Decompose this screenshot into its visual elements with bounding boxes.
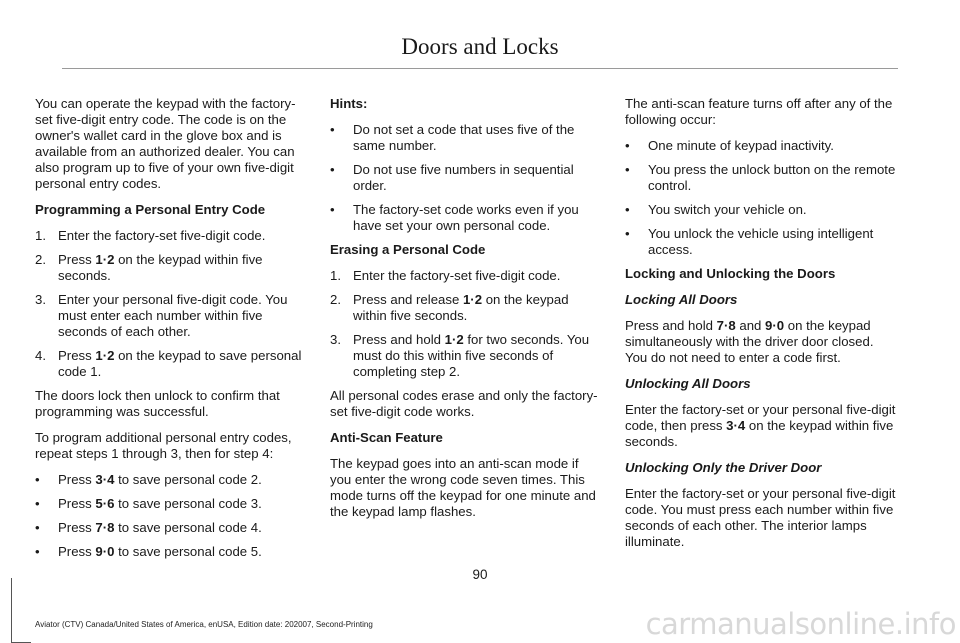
programming-step [35, 348, 307, 380]
bullet-icon: • [35, 496, 40, 511]
unlocking-all-paragraph [625, 402, 897, 450]
key-label: 9·0 [95, 544, 115, 559]
item-text: to save personal code 4. [114, 520, 262, 535]
paragraph-text: on the keypad within five seconds. [625, 418, 894, 449]
bullet-icon: • [625, 202, 630, 217]
step-number: 2. [35, 252, 46, 267]
item-text: Press [58, 544, 96, 559]
keypad-intro-paragraph: You can operate the keypad with the factory-set five-digit entry code. The code is on the owner's wallet card in the glove box and is available from an authorized dealer. You can also program up to five of your own five-digit personal entry codes. [35, 96, 296, 191]
step-number: 1. [35, 228, 46, 243]
confirm-paragraph: The doors lock then unlock to confirm that programming was successful. [35, 388, 280, 419]
programming-step [35, 252, 307, 284]
edition-footer: Aviator (CTV) Canada/United States of America, enUSA, Edition date: 202007, Second-Printing [35, 620, 373, 629]
hints-heading: Hints: [330, 96, 368, 111]
locking-all-paragraph [625, 318, 897, 366]
list-item [625, 226, 897, 258]
key-label: 1·2 [462, 292, 483, 307]
key-label: 1·2 [95, 252, 115, 267]
programming-step [35, 228, 307, 244]
hint-text: The factory-set code works even if you have set your own personal code. [353, 202, 579, 233]
bullet-icon: • [35, 520, 40, 535]
step-number: 4. [35, 348, 46, 363]
key-label: 3·4 [726, 418, 746, 433]
step-text: Press [58, 252, 96, 267]
paragraph-text: and [735, 318, 766, 333]
bullet-icon: • [35, 544, 40, 559]
paragraph-text: Enter the factory-set or your personal five-digit code, then press [625, 402, 896, 433]
antiscan-off-intro: The anti-scan feature turns off after any of the following occur: [625, 96, 893, 127]
antiscan-heading: Anti-Scan Feature [330, 430, 443, 445]
locking-unlocking-heading: Locking and Unlocking the Doors [625, 266, 836, 281]
item-text: Press [58, 496, 96, 511]
column-3 [625, 96, 897, 560]
item-text: Press [58, 520, 96, 535]
bullet-icon: • [625, 162, 630, 177]
page-section-title: Doors and Locks [401, 34, 559, 59]
item-text: You press the unlock button on the remote control. [648, 162, 896, 193]
key-label: 5·6 [95, 496, 115, 511]
step-text: for two seconds. You must do this within five seconds of completing step 2. [353, 332, 590, 379]
list-item [625, 202, 897, 218]
unlocking-driver-paragraph: Enter the factory-set or your personal five-digit code. You must press each number within five seconds of each other. The interior lamps illuminate. [625, 486, 896, 549]
list-item [625, 138, 897, 154]
list-item [35, 472, 307, 488]
erase-result-paragraph: All personal codes erase and only the factory-set five-digit code works. [330, 388, 598, 419]
column-2 [330, 96, 602, 530]
bullet-icon: • [330, 122, 335, 137]
step-text: Enter the factory-set five-digit code. [58, 228, 266, 243]
step-text: on the keypad within five seconds. [58, 252, 263, 283]
watermark: carmanualsonline.info [645, 607, 956, 641]
list-item [625, 162, 897, 194]
step-number: 3. [330, 332, 341, 347]
hint-text: Do not set a code that uses five of the same number. [353, 122, 575, 153]
item-text: One minute of keypad inactivity. [648, 138, 834, 153]
erasing-heading: Erasing a Personal Code [330, 242, 486, 257]
key-label: 1·2 [95, 348, 115, 363]
header-divider [62, 68, 898, 69]
step-text: Enter your personal five-digit code. You must enter each number within five seconds of each other. [58, 292, 288, 339]
erase-step [330, 268, 602, 284]
item-text: Press [58, 472, 96, 487]
paragraph-text: Press and hold [625, 318, 717, 333]
programming-step [35, 292, 307, 340]
key-label: 1·2 [444, 332, 464, 347]
list-item [330, 122, 602, 154]
key-label: 7·8 [95, 520, 115, 535]
bullet-icon: • [35, 472, 40, 487]
step-text: on the keypad to save personal code 1. [58, 348, 302, 379]
locking-all-heading: Locking All Doors [625, 292, 738, 307]
antiscan-paragraph: The keypad goes into an anti-scan mode if you enter the wrong code seven times. This mode turns off the keypad for one minute and the keypad lamp flashes. [330, 456, 596, 519]
key-label: 9·0 [765, 318, 785, 333]
key-label: 7·8 [716, 318, 736, 333]
page-number: 90 [472, 567, 488, 582]
step-text: Press and hold [353, 332, 445, 347]
bullet-icon: • [625, 138, 630, 153]
item-text: You switch your vehicle on. [648, 202, 807, 217]
step-text: Press and release [353, 292, 463, 307]
crop-mark [11, 578, 12, 643]
step-number: 3. [35, 292, 46, 307]
erase-step [330, 332, 602, 380]
item-text: to save personal code 2. [114, 472, 262, 487]
list-item [35, 544, 307, 560]
programming-heading: Programming a Personal Entry Code [35, 202, 266, 217]
item-text: to save personal code 3. [114, 496, 262, 511]
bullet-icon: • [625, 226, 630, 241]
step-text: on the keypad within five seconds. [353, 292, 569, 323]
unlocking-all-heading: Unlocking All Doors [625, 376, 751, 391]
step-text: Press [58, 348, 96, 363]
step-number: 2. [330, 292, 341, 307]
list-item [330, 202, 602, 234]
list-item [35, 496, 307, 512]
column-1 [35, 96, 307, 568]
unlocking-driver-heading: Unlocking Only the Driver Door [625, 460, 822, 475]
bullet-icon: • [330, 202, 335, 217]
step-text: Enter the factory-set five-digit code. [353, 268, 561, 283]
erase-step [330, 292, 602, 324]
additional-codes-paragraph: To program additional personal entry codes, repeat steps 1 through 3, then for step 4: [35, 430, 292, 461]
hint-text: Do not use five numbers in sequential order. [353, 162, 574, 193]
step-number: 1. [330, 268, 341, 283]
key-label: 3·4 [95, 472, 115, 487]
item-text: You unlock the vehicle using intelligent access. [648, 226, 874, 257]
item-text: to save personal code 5. [114, 544, 262, 559]
list-item [330, 162, 602, 194]
bullet-icon: • [330, 162, 335, 177]
paragraph-text: on the keypad simultaneously with the driver door closed. You do not need to enter a code first. [625, 318, 874, 365]
list-item [35, 520, 307, 536]
